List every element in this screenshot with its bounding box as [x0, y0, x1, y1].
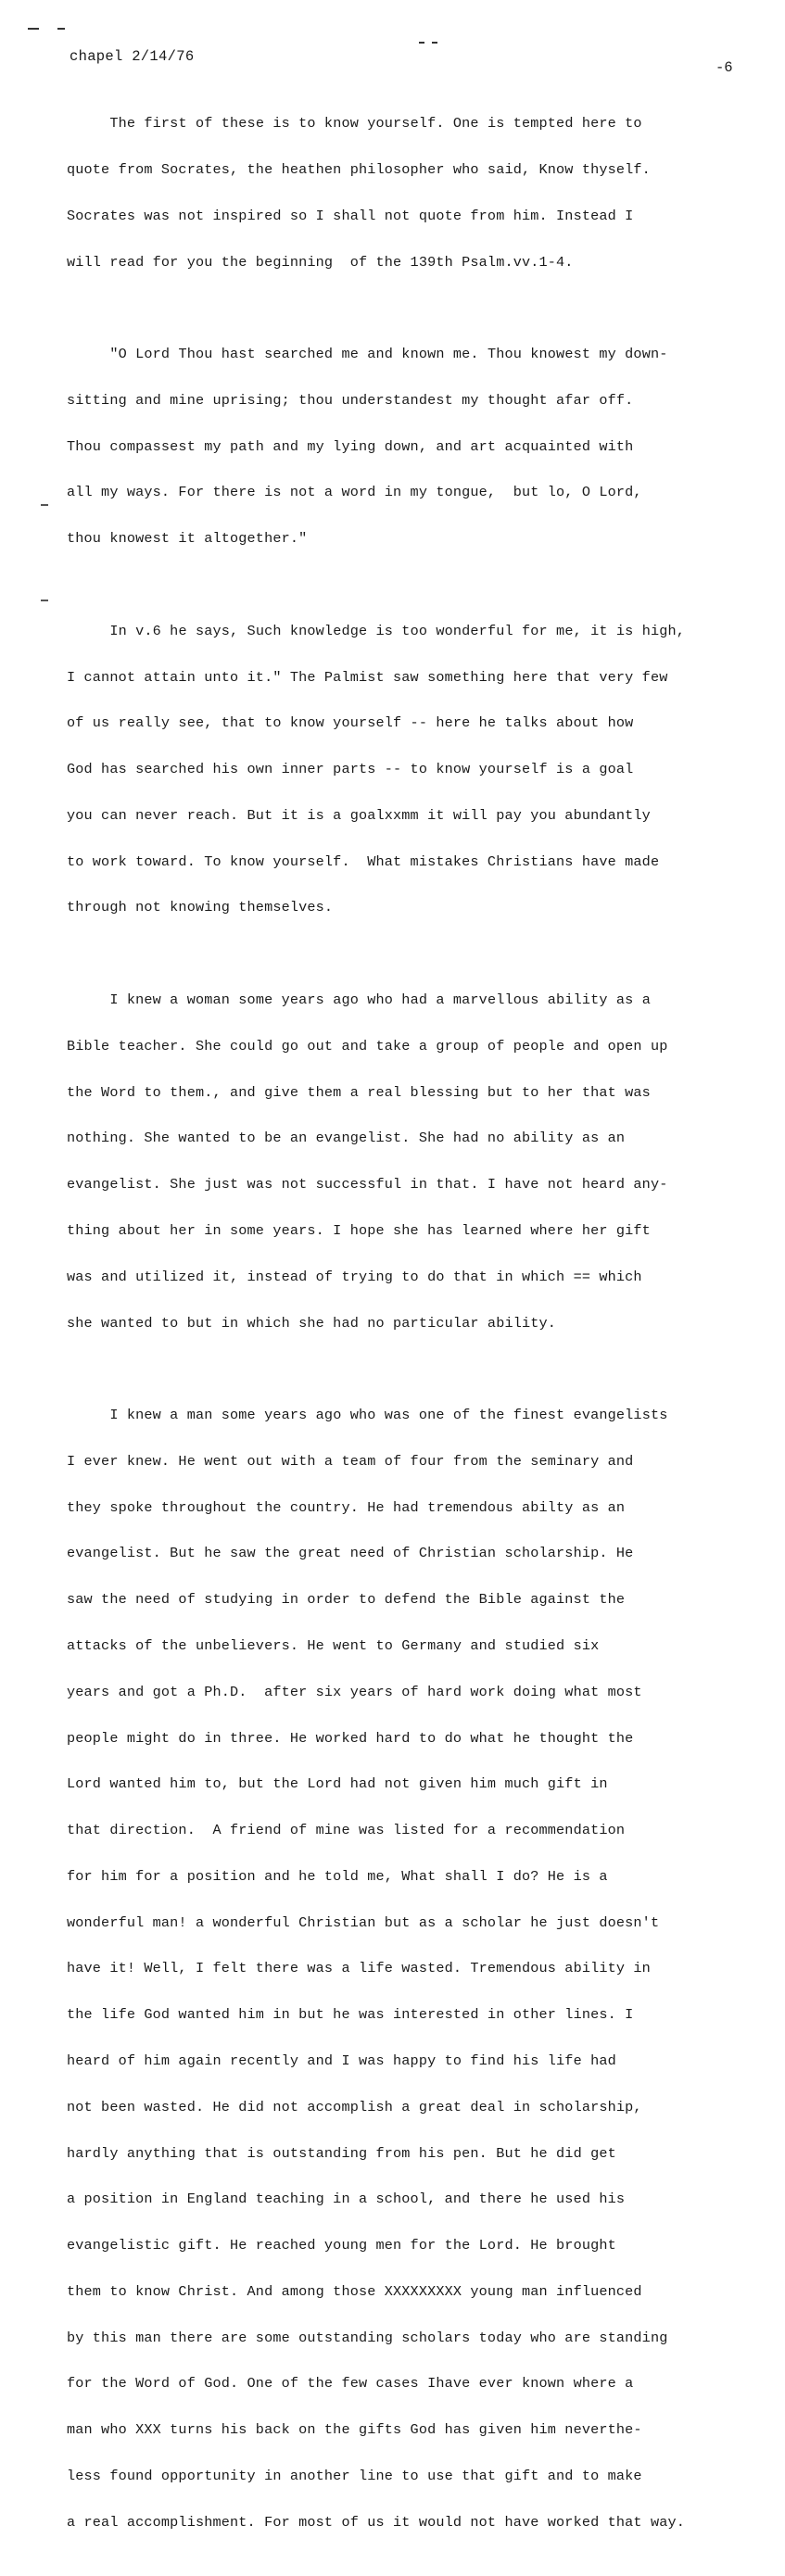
text-line: will read for you the beginning of the 139th Psalm.vv.1-4.: [67, 253, 574, 271]
text-line: evangelistic gift. He reached young men for the Lord. He brought: [67, 2237, 616, 2254]
text-line: of us really see, that to know yourself -- here he talks about how: [67, 714, 634, 732]
text-line: Lord wanted him to, but the Lord had not given him much gift in: [67, 1775, 608, 1793]
text-line: God has searched his own inner parts -- to know yourself is a goal: [67, 761, 634, 778]
text-line: hardly anything that is outstanding from his pen. But he did get: [67, 2144, 616, 2162]
page-number: -6: [715, 59, 733, 76]
text-line: to work toward. To know yourself. What mistakes Christians have made: [67, 852, 660, 870]
text-line: In v.6 he says, Such knowledge is too wonderful for me, it is high,: [67, 622, 686, 639]
text-line: thou knowest it altogether.": [67, 530, 308, 548]
text-line: "O Lord Thou hast searched me and known me. Thou knowest my down-: [67, 346, 668, 363]
text-line: I cannot attain unto it." The Palmist saw something here that very few: [67, 668, 668, 686]
text-line: thing about her in some years. I hope she has learned where her gift: [67, 1221, 651, 1239]
text-line: a real accomplishment. For most of us it would not have worked that way.: [67, 2513, 686, 2531]
text-line: that direction. A friend of mine was listed for a recommendation: [67, 1822, 626, 1839]
text-line: they spoke throughout the country. He had tremendous abilty as an: [67, 1498, 626, 1516]
body-text: [67, 85, 743, 2576]
paragraph: [67, 85, 743, 300]
margin-mark: [41, 504, 48, 506]
text-line: sitting and mine uprising; thou understandest my thought afar off.: [67, 391, 634, 409]
text-line: the Word to them., and give them a real blessing but to her that was: [67, 1083, 651, 1101]
page-header-title: chapel 2/14/76: [70, 48, 195, 65]
text-line: evangelist. She just was not successful in that. I have not heard any-: [67, 1176, 668, 1193]
text-line: attacks of the unbelievers. He went to Germany and studied six: [67, 1636, 600, 1654]
text-line: years and got a Ph.D. after six years of hard work doing what most: [67, 1683, 642, 1700]
paragraph: [67, 316, 743, 577]
corner-mark: [28, 28, 39, 30]
text-line: heard of him again recently and I was happy to find his life had: [67, 2052, 616, 2069]
text-line: wonderful man! a wonderful Christian but as a scholar he just doesn't: [67, 1913, 660, 1931]
text-line: them to know Christ. And among those XXXXXXXXX young man influenced: [67, 2282, 642, 2300]
text-line: for the Word of God. One of the few cases Ihave ever known where a: [67, 2375, 634, 2393]
paragraph: [67, 962, 743, 1361]
text-line: The first of these is to know yourself. One is tempted here to: [67, 115, 642, 133]
paragraph: [67, 593, 743, 947]
text-line: nothing. She wanted to be an evangelist. She had no ability as an: [67, 1130, 626, 1147]
top-center-mark: [419, 42, 424, 44]
text-line: all my ways. For there is not a word in my tongue, but lo, O Lord,: [67, 484, 642, 501]
text-line: a position in England teaching in a school, and there he used his: [67, 2191, 626, 2208]
text-line: saw the need of studying in order to defend the Bible against the: [67, 1591, 626, 1609]
text-line: man who XXX turns his back on the gifts God has given him neverthe-: [67, 2421, 642, 2439]
top-center-mark: [432, 42, 437, 44]
text-line: you can never reach. But it is a goalxxmm it will pay you abundantly: [67, 806, 651, 824]
text-line: I knew a man some years ago who was one of the finest evangelists: [67, 1407, 668, 1424]
corner-mark: [57, 28, 65, 30]
text-line: have it! Well, I felt there was a life wasted. Tremendous ability in: [67, 1960, 651, 1977]
text-line: she wanted to but in which she had no particular ability.: [67, 1314, 557, 1332]
text-line: quote from Socrates, the heathen philosopher who said, Know thyself.: [67, 160, 651, 178]
text-line: less found opportunity in another line to use that gift and to make: [67, 2468, 642, 2485]
text-line: was and utilized it, instead of trying to do that in which == which: [67, 1268, 642, 1285]
text-line: Socrates was not inspired so I shall not quote from him. Instead I: [67, 207, 634, 224]
text-line: I knew a woman some years ago who had a marvellous ability as a: [67, 991, 651, 1009]
text-line: the life God wanted him in but he was interested in other lines. I: [67, 2006, 634, 2024]
text-line: evangelist. But he saw the great need of Christian scholarship. He: [67, 1545, 634, 1562]
text-line: through not knowing themselves.: [67, 899, 334, 916]
text-line: people might do in three. He worked hard to do what he thought the: [67, 1729, 634, 1747]
text-line: I ever knew. He went out with a team of four from the seminary and: [67, 1452, 634, 1470]
paragraph: [67, 1377, 743, 2561]
text-line: Thou compassest my path and my lying down, and art acquainted with: [67, 437, 634, 455]
text-line: not been wasted. He did not accomplish a great deal in scholarship,: [67, 2098, 642, 2115]
margin-mark: [41, 600, 48, 601]
text-line: by this man there are some outstanding scholars today who are standing: [67, 2329, 668, 2346]
text-line: Bible teacher. She could go out and take a group of people and open up: [67, 1037, 668, 1054]
text-line: for him for a position and he told me, What shall I do? He is a: [67, 1867, 608, 1885]
